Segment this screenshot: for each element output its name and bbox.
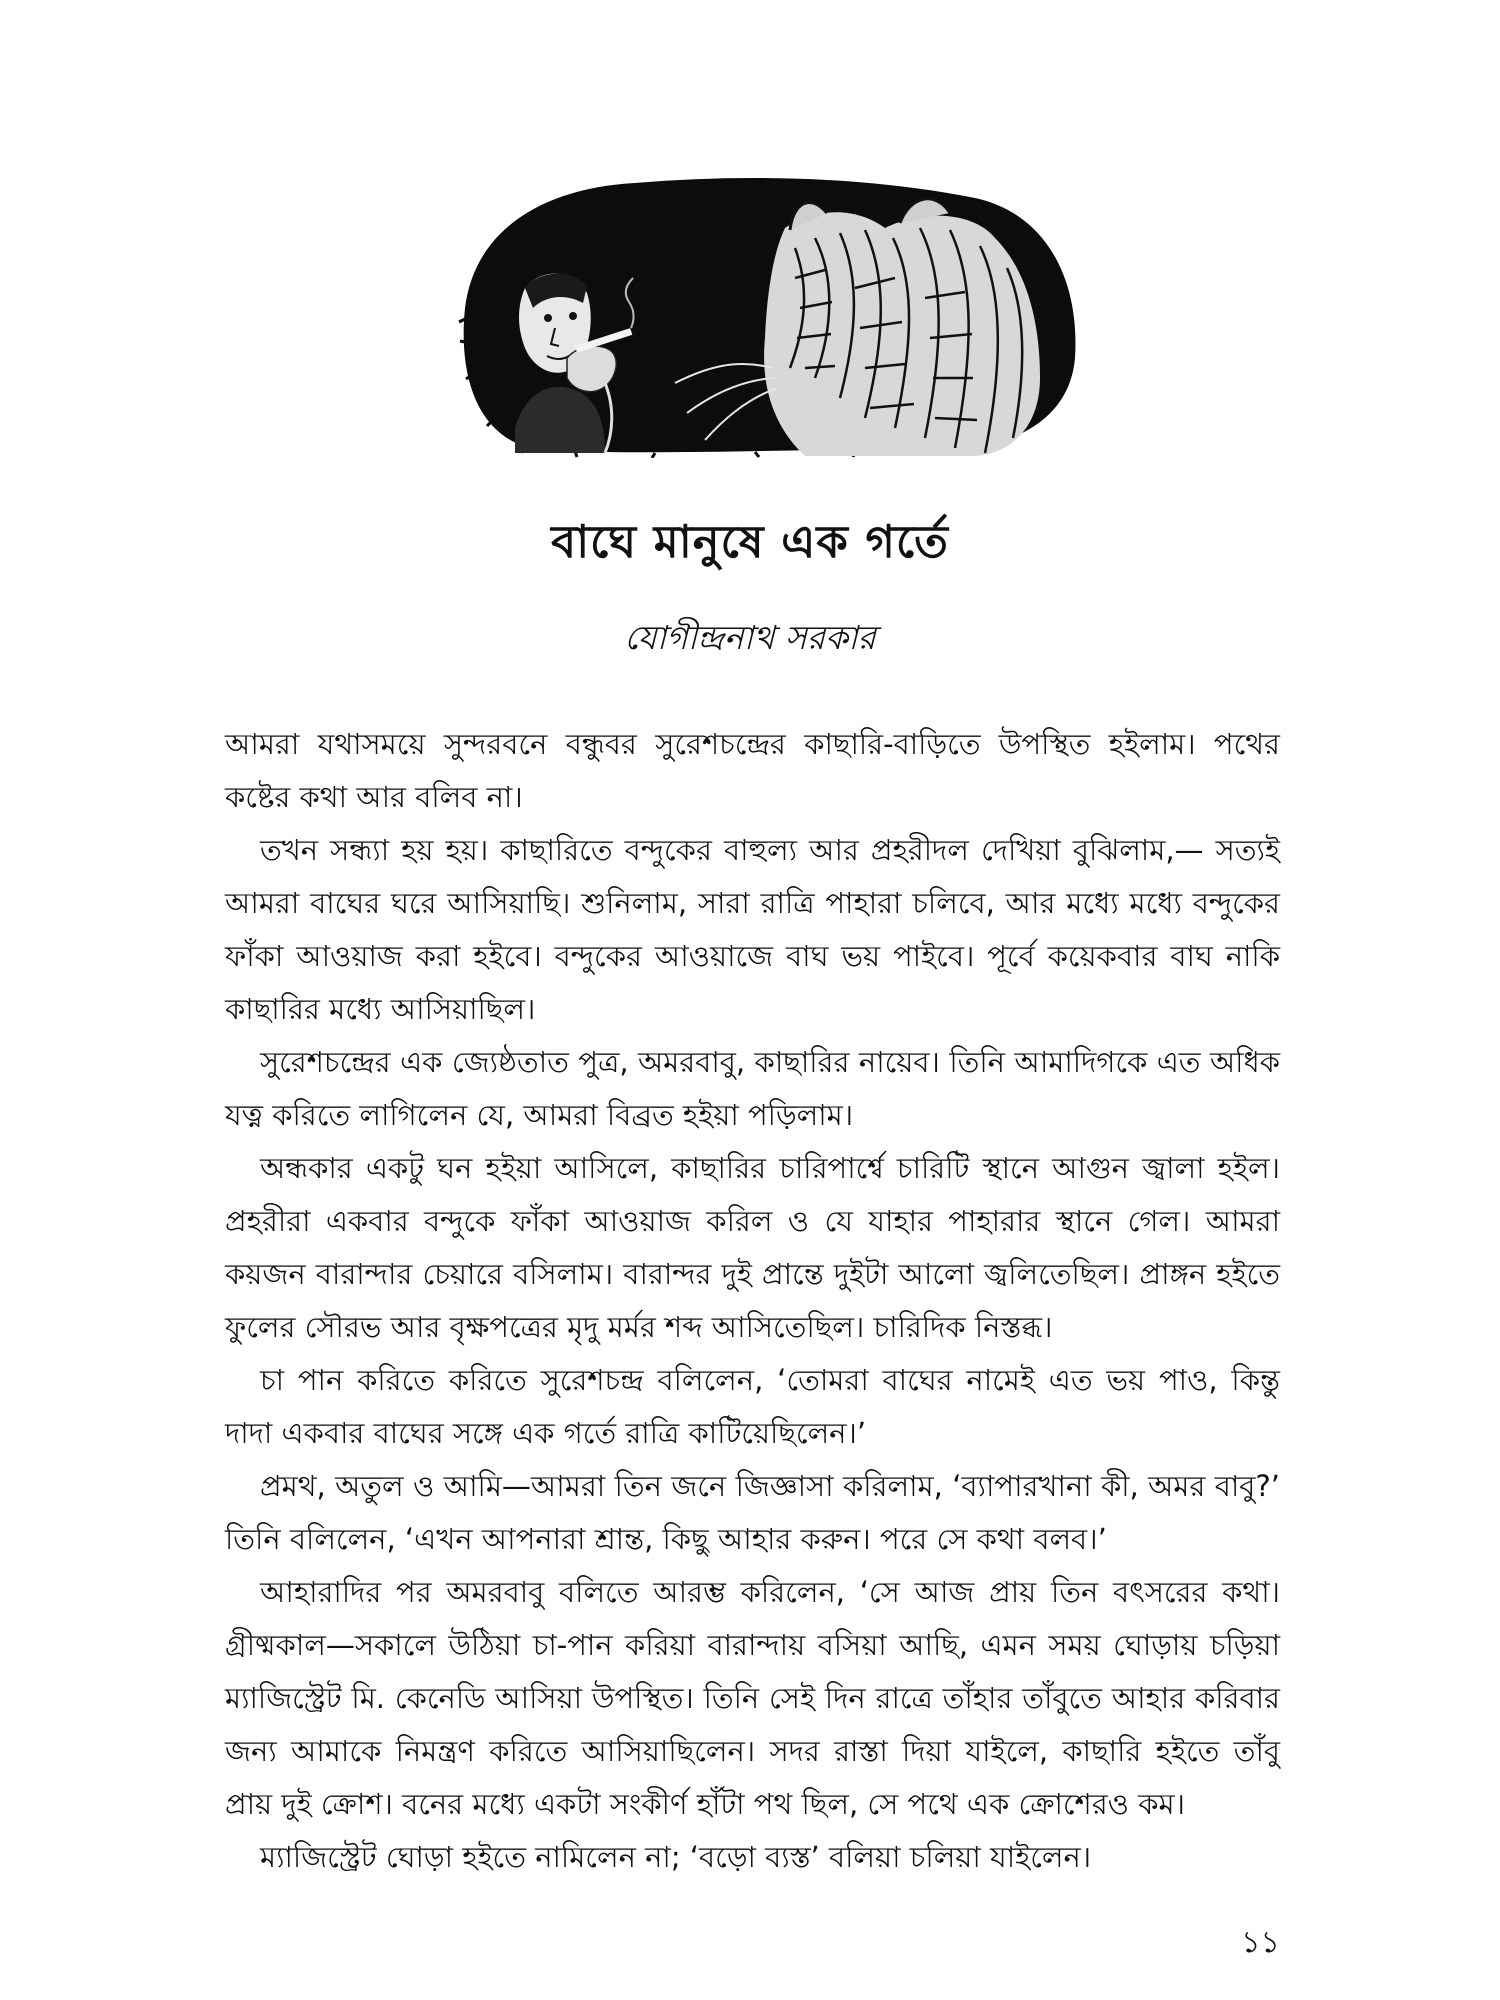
- author-name: যোগীন্দ্রনাথ সরকার: [624, 618, 876, 657]
- paragraph: প্রমথ, অতুল ও আমি—আমরা তিন জনে জিজ্ঞাসা করিলাম, ‘ব্যাপারখানা কী, অমর বাবু?’ তিনি বলিলেন, ‘এখন আপনারা শ্রান্ত, কিছু আহার করুন। পরে সে কথা বলব।’: [225, 1469, 1280, 1556]
- story-title: বাঘে মানুষে এক গর্তে: [551, 515, 949, 568]
- paragraph: সুরেশচন্দ্রের এক জ্যেষ্ঠতাত পুত্র, অমরবাবু, কাছারির নায়েব। তিনি আমাদিগকে এত অধিক যত্ন করিতে লাগিলেন যে, আমরা বিব্রত হইয়া পড়িলাম।: [225, 1045, 1280, 1132]
- paragraph: তখন সন্ধ্যা হয় হয়। কাছারিতে বন্দুকের বাহুল্য আর প্রহরীদল দেখিয়া বুঝিলাম,— সত্যই আমরা বাঘের ঘরে আসিয়াছি। শুনিলাম, সারা রাত্রি পাহারা চলিবে, আর মধ্যে মধ্যে বন্দুকের ফাঁকা আওয়াজ করা হইবে। বন্দুকের আওয়াজে বাঘ ভয় পাইবে। পূর্বে কয়েকবার বাঘ নাকি কাছারির মধ্যে আসিয়াছিল।: [225, 833, 1280, 1026]
- header-illustration: [455, 168, 1085, 458]
- man-and-tiger-illustration: [455, 168, 1085, 458]
- story-body: [225, 718, 1280, 1884]
- page-number: ১১: [1241, 1925, 1280, 1960]
- paragraph: চা পান করিতে করিতে সুরেশচন্দ্র বলিলেন, ‘তোমরা বাঘের নামেই এত ভয় পাও, কিন্তু দাদা একবার বাঘের সঙ্গে এক গর্তে রাত্রি কাটিয়েছিলেন।’: [225, 1363, 1280, 1450]
- paragraph: ম্যাজিস্ট্রেট ঘোড়া হইতে নামিলেন না; ‘বড়ো ব্যস্ত’ বলিয়া চলিয়া যাইলেন।: [260, 1840, 1092, 1874]
- paragraph: আমরা যথাসময়ে সুন্দরবনে বন্ধুবর সুরেশচন্দ্রের কাছারি-বাড়িতে উপস্থিত হইলাম। পথের কষ্টের কথা আর বলিব না।: [225, 727, 1280, 814]
- paragraph: আহারাদির পর অমরবাবু বলিতে আরম্ভ করিলেন, ‘সে আজ প্রায় তিন বৎসরের কথা। গ্রীষ্মকাল—সকালে উঠিয়া চা-পান করিয়া বারান্দায় বসিয়া আছি, এমন সময় ঘোড়ায় চড়িয়া ম্যাজিস্ট্রেট মি. কেনেডি আসিয়া উপস্থিত। তিনি সেই দিন রাত্রে তাঁহার তাঁবুতে আহার করিবার জন্য আমাকে নিমন্ত্রণ করিতে আসিয়াছিলেন। সদর রাস্তা দিয়া যাইলে, কাছারি হইতে তাঁবু প্রায় দুই ক্রোশ। বনের মধ্যে একটা সংকীর্ণ হাঁটা পথ ছিল, সে পথে এক ক্রোশেরও কম।: [225, 1575, 1280, 1821]
- paragraph: অন্ধকার একটু ঘন হইয়া আসিলে, কাছারির চারিপার্শ্বে চারিটি স্থানে আগুন জ্বালা হইল। প্রহরীরা একবার বন্দুকে ফাঁকা আওয়াজ করিল ও যে যাহার পাহারার স্থানে গেল। আমরা কয়জন বারান্দার চেয়ারে বসিলাম। বারান্দর দুই প্রান্তে দুইটা আলো জ্বলিতেছিল। প্রাঙ্গন হইতে ফুলের সৌরভ আর বৃক্ষপত্রের মৃদু মর্মর শব্দ আসিতেছিল। চারিদিক নিস্তব্ধ।: [225, 1151, 1280, 1344]
